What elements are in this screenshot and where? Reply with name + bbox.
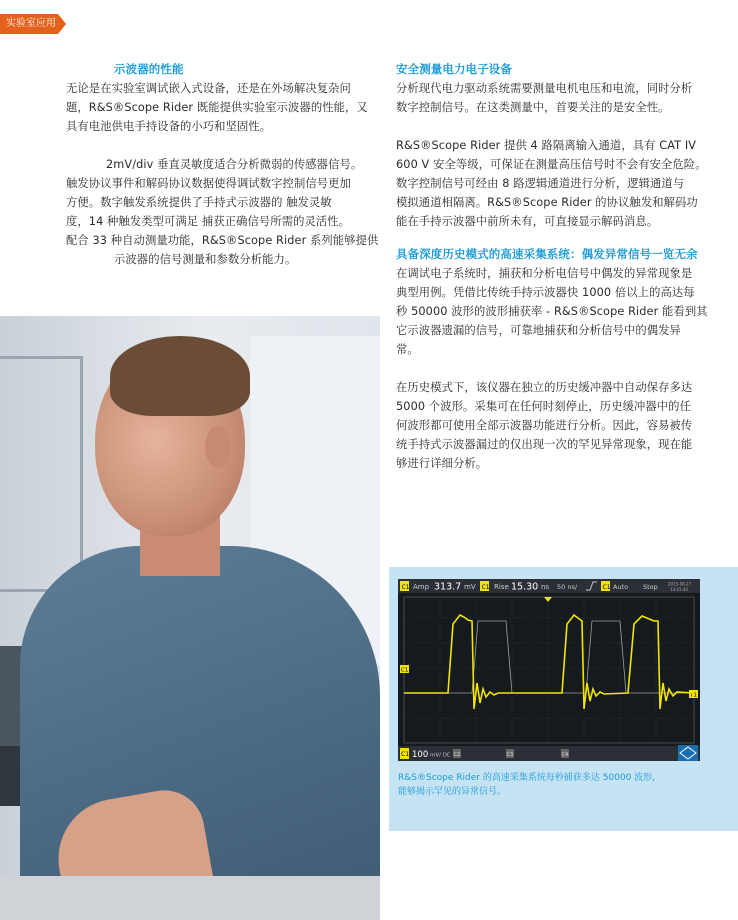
rise-value: 15.30	[511, 581, 539, 593]
amp-value: 313.7	[434, 581, 462, 593]
right-para2-line4: 模拟通道相隔离。R&S®Scope Rider 的协议触发和解码功	[396, 196, 698, 209]
right-column	[396, 60, 708, 473]
left-para2-line1: 2mV/div 垂直灵敏度适合分析微弱的传感器信号。	[106, 158, 363, 171]
top-ch2-label: C1	[481, 584, 490, 591]
left-para2-line3: 方便。数字触发系统提供了手持式示波器的 触发灵敏	[66, 196, 332, 209]
right-para1-line1: 分析现代电力驱动系统需要测量电机电压和电流，同时分析	[396, 82, 693, 95]
right-para3-line4: 它示波器遗漏的信号，可靠地捕获和分析信号中的偶发异	[396, 324, 681, 337]
bottom-c3-label: C3	[506, 752, 514, 758]
rise-label: Rise	[494, 583, 509, 591]
bottom-c2-label: C2	[453, 752, 461, 758]
scope-time: 13:01:44	[670, 587, 688, 592]
left-para2-line4: 度，14 种触发类型可满足 捕获正确信号所需的灵活性。	[66, 215, 351, 228]
right-para4-line4: 统手持式示波器漏过的仅出现一次的罕见异常现象，现在能	[396, 438, 693, 451]
rs-logo-icon	[678, 745, 698, 761]
scope-panel	[389, 567, 738, 831]
ch-marker-right: T1	[690, 692, 697, 699]
right-para2-line1: R&S®Scope Rider 提供 4 路隔离输入通道，具有 CAT IV	[396, 139, 697, 152]
oscilloscope-screenshot	[398, 579, 700, 761]
scope-date: 2015-08-27	[668, 581, 692, 587]
right-para3-line5: 常。	[396, 343, 419, 356]
caption-line1: R&S®Scope Rider 的高速采集系统每秒捕获多达 50000 波形，	[398, 773, 662, 783]
left-para2-line5: 配合 33 种自动测量功能，R&S®Scope Rider 系列能够提供	[66, 234, 379, 247]
right-para4-line5: 够进行详细分析。	[396, 457, 488, 470]
right-para2-line3: 数字控制信号可经由 8 路逻辑通道进行分析，逻辑通道与	[396, 177, 685, 190]
rise-unit: ns	[541, 583, 550, 591]
right-para3-line3: 秒 50000 波形的波形捕获率 - R&S®Scope Rider 能看到其	[396, 305, 708, 318]
left-para1-line1: 无论是在实验室调试嵌入式设备，还是在外场解决复杂问	[66, 82, 351, 95]
section-tag: 实验室应用	[0, 14, 58, 34]
right-para3-line1: 在调试电子系统时，捕获和分析电信号中偶发的异常现象是	[396, 267, 693, 280]
bottom-c4-label: C4	[561, 752, 569, 758]
left-column	[66, 60, 384, 269]
right-para4-line3: 何波形都可使用全部示波器功能进行分析。因此，容易被传	[396, 419, 693, 432]
amp-label: Amp	[413, 583, 430, 591]
right-para4-line1: 在历史模式下，该仪器在独立的历史缓冲器中自动保存多达	[396, 381, 693, 394]
right-para2-line2: 600 V 安全等级，可保证在测量高压信号时不会有安全危险。	[396, 158, 707, 171]
timebase: 50 ns/	[557, 583, 578, 591]
c1-scale-unit: mV/	[430, 752, 441, 759]
top-ch-label: C1	[401, 584, 410, 591]
left-para2-line6: 示波器的信号测量和参数分析能力。	[114, 253, 297, 266]
amp-unit: mV	[464, 583, 476, 591]
trig-ch-label: C1	[602, 584, 611, 591]
right-para1-line2: 数字控制信号。在这类测量中，首要关注的是安全性。	[396, 101, 670, 114]
ch-marker-left: C1	[401, 667, 409, 674]
caption-line2: 能够揭示罕见的异常信号。	[398, 787, 507, 797]
figure-caption	[398, 771, 698, 799]
left-para2-line2: 触发协议事件和解码协议数据使得调试数字控制信号更加	[66, 177, 351, 190]
heading-safety: 安全测量电力电子设备	[396, 62, 512, 76]
heading-history-mode: 具备深度历史模式的高速采集系统：偶发异常信号一览无余	[396, 247, 698, 261]
left-para1-line2: 题，R&S®Scope Rider 既能提供实验室示波器的性能，又	[66, 101, 368, 114]
right-para4-line2: 5000 个波形。采集可在任何时刻停止，历史缓冲器中的任	[396, 400, 691, 413]
run-state: Stop	[643, 583, 658, 591]
heading-performance: 示波器的性能	[114, 62, 184, 76]
engineer-photo	[0, 316, 380, 920]
right-para2-line5: 能在手持示波器中前所未有，可直接显示解码消息。	[396, 215, 659, 228]
bottom-c1-label: C1	[401, 751, 410, 758]
left-para1-line3: 具有电池供电手持设备的小巧和坚固性。	[66, 120, 272, 133]
acq-mode: Auto	[613, 583, 629, 591]
c1-coupling: DC	[443, 752, 451, 759]
c1-scale-value: 100	[412, 750, 429, 760]
right-para3-line2: 典型用例。凭借比传统手持示波器快 1000 倍以上的高达每	[396, 286, 695, 299]
